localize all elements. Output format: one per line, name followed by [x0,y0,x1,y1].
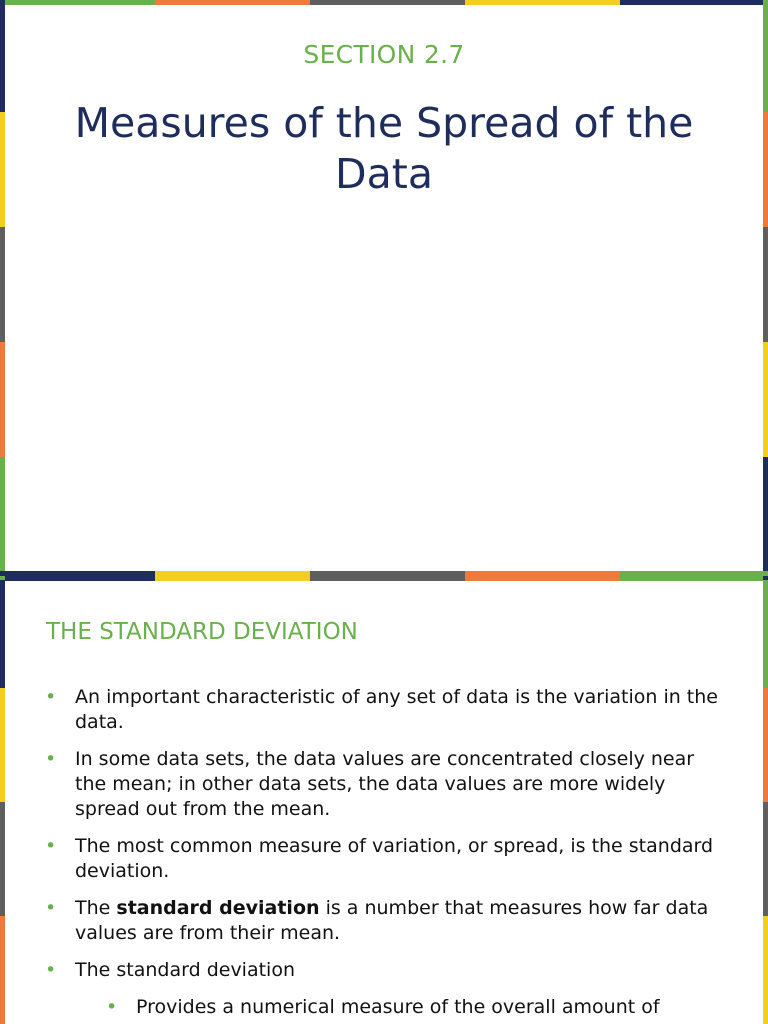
border-right-orange [763,688,768,802]
content-slide [0,576,768,1024]
bullet-dot-icon: • [106,996,118,1018]
border-left-orange [0,342,5,457]
border-left-green [0,457,5,576]
bullet-text-post: is a number that measures how far data values are from their mean. [75,897,709,944]
border-right-navy [763,457,768,576]
border-top-green [620,576,768,581]
border-top-gray [310,0,465,5]
bullet-text-pre: The [75,897,117,919]
border-right-orange [763,112,768,227]
border-right-green [763,580,768,688]
bullet-list [45,685,725,1024]
border-left-yellow [0,112,5,227]
border-top-orange [465,576,620,581]
border-left-gray [0,802,5,916]
border-right-yellow [763,916,768,1024]
bullet-text: In some data sets, the data values are concentrated closely near the mean; in other data sets, the data values are more widely spread out from the mean. [75,748,695,820]
bullet-dot-icon: • [45,897,57,919]
slide-title: Measures of the Spread of the Data [74,99,694,198]
bullet-text: Provides a numerical measure of the overall amount of [136,996,660,1018]
section-label: SECTION 2.7 [303,40,465,69]
border-left-orange [0,916,5,1024]
border-top-green [0,0,155,5]
border-top-navy [0,576,155,581]
bullet-item [45,747,725,822]
bullet-item [45,896,725,946]
bullet-dot-icon: • [45,686,57,708]
border-left-navy [0,580,5,688]
border-top-gray [310,576,465,581]
slide-heading: THE STANDARD DEVIATION [46,619,358,645]
border-left-gray [0,227,5,342]
bullet-text: An important characteristic of any set of data is the variation in the data. [75,686,718,733]
bullet-dot-icon: • [45,959,57,981]
bullet-item [45,834,725,884]
bullet-term-bold: standard deviation [116,897,320,919]
bullet-dot-icon: • [45,835,57,857]
bullet-dot-icon: • [45,748,57,770]
border-right-gray [763,802,768,916]
bullet-item [45,958,725,983]
sub-bullet-item [106,995,725,1020]
bullet-item [45,685,725,735]
border-top-orange [155,0,310,5]
border-right-gray [763,227,768,342]
bullet-text: The standard deviation [75,959,296,981]
border-left-yellow [0,688,5,802]
bullet-text: The most common measure of variation, or spread, is the standard deviation. [75,835,714,882]
border-top-yellow [465,0,620,5]
border-top-navy [620,0,768,5]
border-right-yellow [763,342,768,457]
border-top-yellow [155,576,310,581]
